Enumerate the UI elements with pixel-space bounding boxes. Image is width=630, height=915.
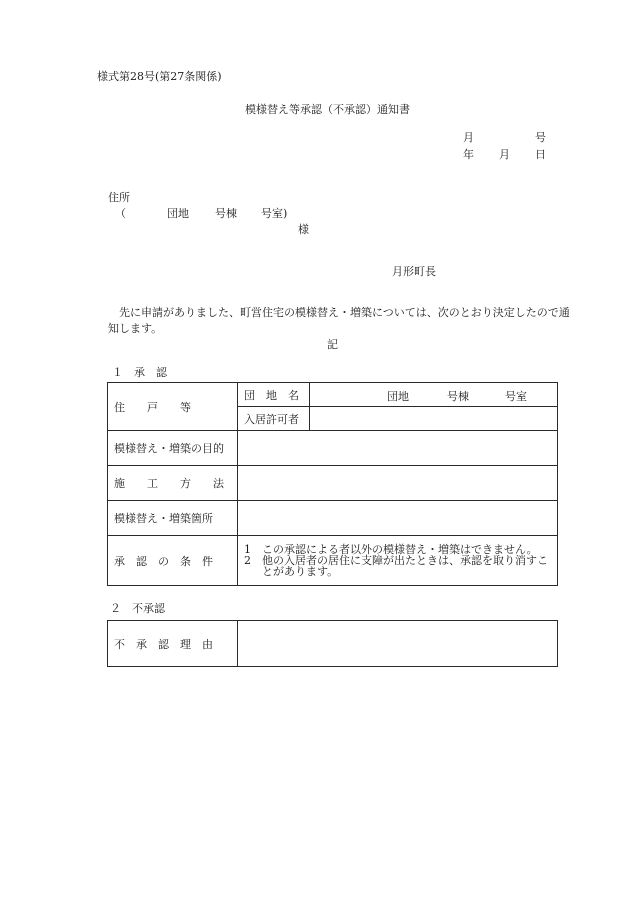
mokuteki-value[interactable]	[238, 431, 558, 466]
month2-label: 月	[499, 148, 510, 161]
open-paren: （	[115, 207, 126, 220]
ki-marker: 記	[327, 338, 338, 351]
section1-heading: １ 承 認	[112, 366, 167, 379]
jukoto-label: 住 戸 等	[114, 400, 191, 414]
goshitsu-unit: 号室	[505, 389, 527, 403]
reason-label: 不 承 認 理 由	[108, 621, 238, 667]
conditions-cell	[238, 536, 558, 586]
danchi-mei-label: 団 地 名	[238, 383, 310, 407]
section2-heading: ２ 不承認	[110, 602, 165, 615]
condition-text: この承認による者以外の模様替え・増築はできません。	[262, 543, 538, 556]
reason-value[interactable]	[238, 621, 558, 667]
condition-text: 他の入居者の居住に支障が出たときは、承認を取り消すことがあります。	[262, 554, 548, 578]
kyoka-label: 入居許可者	[238, 407, 310, 431]
mokuteki-label: 模様替え・増築の目的	[108, 431, 238, 466]
year-label: 年	[463, 148, 474, 161]
notice-body: 先に申請がありました、町営住宅の模様替え・増築については、次のとおり決定したので通知します。	[108, 306, 570, 335]
hoho-label: 施 工 方 法	[108, 466, 238, 501]
goshitsu-label: 号室)	[261, 207, 288, 220]
address-label: 住所	[108, 191, 130, 204]
month-label: 月	[463, 131, 474, 144]
kasho-label: 模様替え・増築箇所	[108, 501, 238, 536]
kyoka-value[interactable]	[310, 407, 558, 431]
condition-item	[244, 555, 551, 577]
danchi-label: 団地	[167, 207, 189, 220]
rejection-table	[107, 620, 558, 667]
document-title: 模様替え等承認（不承認）通知書	[245, 103, 410, 116]
condition-number: 1	[244, 543, 251, 556]
gotou-label: 号棟	[215, 207, 237, 220]
number-label: 号	[535, 131, 546, 144]
condition-number: 2	[244, 554, 251, 567]
gotou-unit: 号棟	[447, 389, 469, 403]
day-label: 日	[535, 148, 546, 161]
honorific: 様	[298, 223, 309, 236]
sender-title: 月形町長	[392, 265, 436, 278]
approval-table	[107, 382, 558, 586]
joken-label: 承 認 の 条 件	[108, 536, 238, 586]
jukoto-cell	[108, 383, 238, 431]
danchi-unit: 団地	[387, 389, 409, 403]
form-number: 様式第28号(第27条関係)	[97, 70, 222, 83]
kasho-value[interactable]	[238, 501, 558, 536]
danchi-mei-value[interactable]	[310, 383, 558, 407]
hoho-value[interactable]	[238, 466, 558, 501]
